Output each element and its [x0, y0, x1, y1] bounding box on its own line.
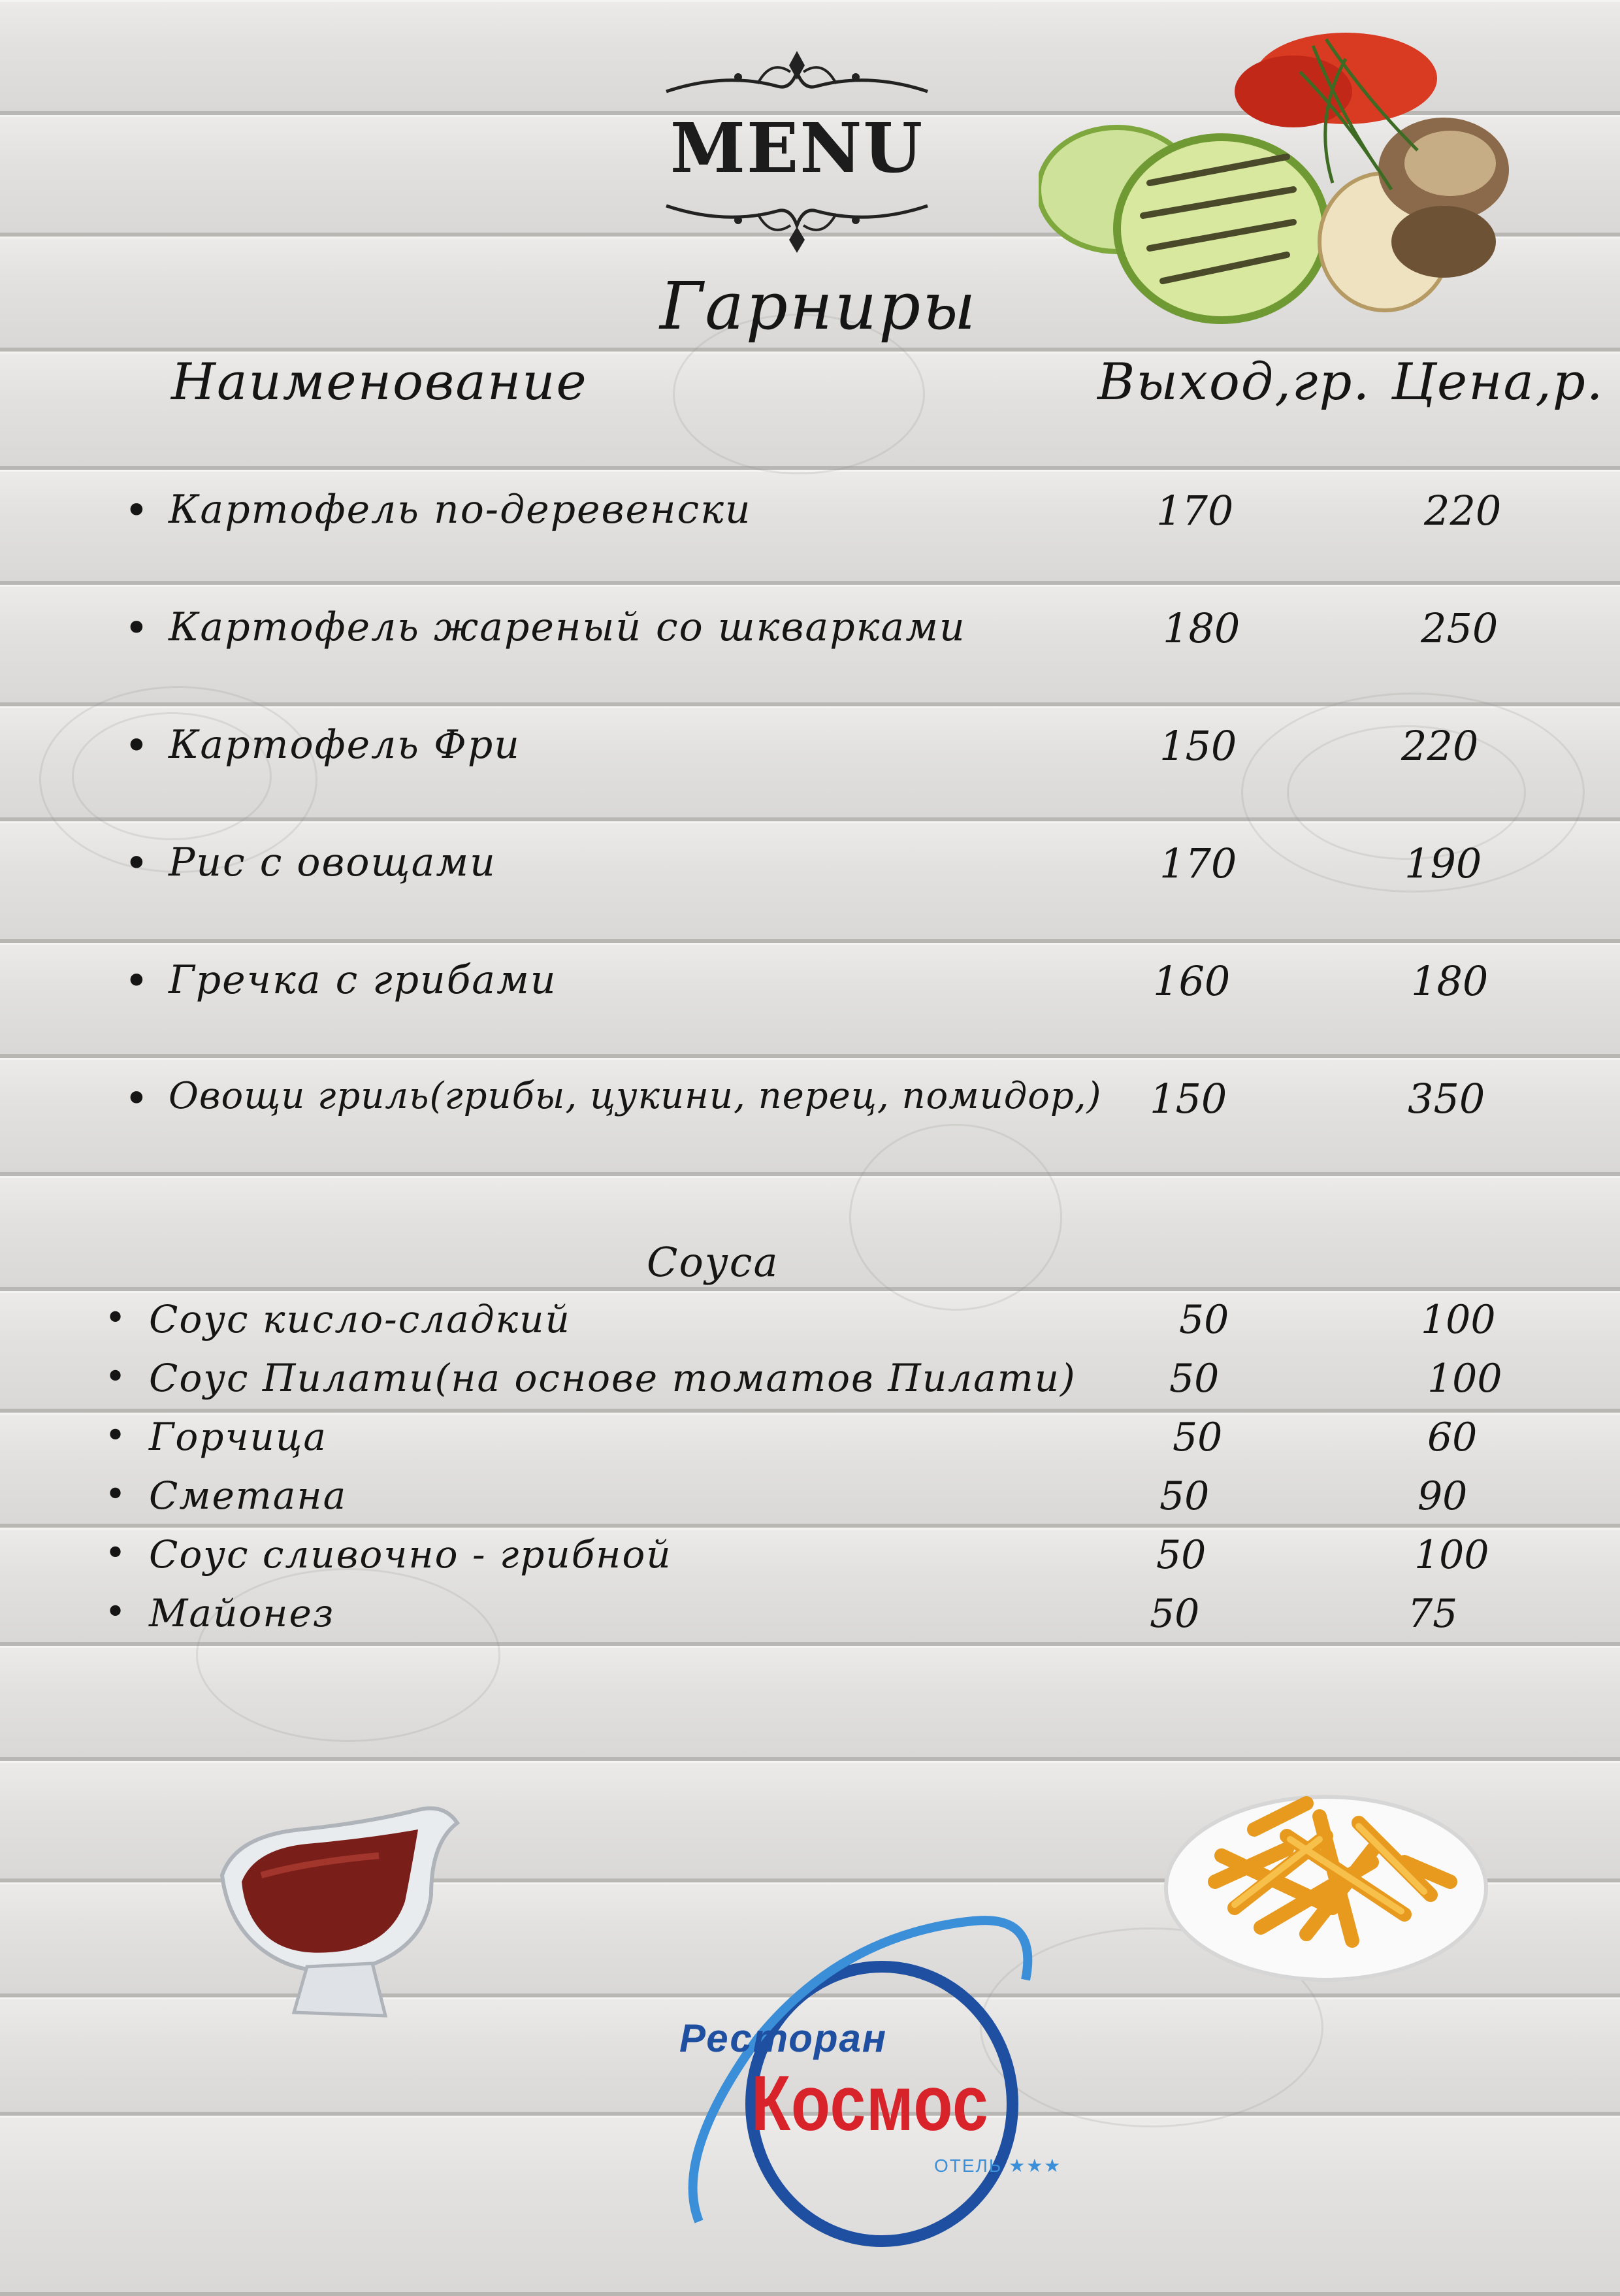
bullet: •: [124, 722, 149, 770]
item-weight: 170: [1159, 840, 1237, 887]
item-price: 220: [1401, 722, 1479, 770]
logo-line3: ОТЕЛЬ ★★★: [934, 2156, 1062, 2176]
item-price: 250: [1421, 604, 1498, 652]
item-weight: 180: [1163, 604, 1240, 652]
list-item: [0, 1415, 1620, 1473]
bullet: •: [124, 957, 149, 1006]
column-header-weight: Выход,гр.: [1097, 353, 1371, 412]
item-name: Майонез: [149, 1591, 335, 1635]
sauce-boat-image: [209, 1797, 483, 2032]
item-name: Гречка с грибами: [169, 957, 557, 1003]
item-name: Соус сливочно - грибной: [149, 1532, 672, 1577]
bullet: •: [105, 1297, 127, 1339]
menu-emblem: [660, 46, 934, 268]
section-title: Гарниры: [660, 268, 978, 344]
item-name: Картофель Фри: [169, 722, 521, 768]
restaurant-logo: [660, 1908, 1130, 2274]
item-weight: 170: [1156, 487, 1234, 534]
bullet: •: [124, 840, 149, 888]
item-name: Горчица: [149, 1415, 327, 1459]
bullet: •: [105, 1473, 127, 1516]
column-header-price: Цена,р.: [1391, 353, 1604, 412]
list-item: [0, 840, 1620, 898]
item-weight: 50: [1173, 1415, 1223, 1460]
item-weight: 150: [1159, 722, 1237, 770]
item-name: Овощи гриль(грибы, цукини, перец, помидор,): [169, 1075, 1102, 1117]
bullet: •: [124, 604, 149, 653]
list-item: [0, 487, 1620, 546]
list-item: [0, 1356, 1620, 1415]
menu-title: MENU: [670, 108, 924, 188]
item-weight: 50: [1179, 1297, 1229, 1343]
item-name: Сметана: [149, 1473, 348, 1518]
ornament-bottom-icon: [660, 193, 934, 258]
bullet: •: [105, 1415, 127, 1457]
item-weight: 150: [1150, 1075, 1227, 1123]
item-price: 100: [1414, 1532, 1489, 1578]
list-item: [0, 1075, 1620, 1134]
item-name: Картофель по-деревенски: [169, 487, 752, 533]
item-name: Картофель жареный со шкварками: [169, 604, 966, 650]
item-price: 75: [1408, 1591, 1458, 1637]
french-fries-image: [1156, 1764, 1496, 1986]
list-item: [0, 1591, 1620, 1650]
item-price: 350: [1408, 1075, 1485, 1123]
list-item: [0, 604, 1620, 663]
bullet: •: [124, 487, 149, 535]
item-price: 90: [1418, 1473, 1468, 1519]
item-weight: 50: [1159, 1473, 1210, 1519]
item-weight: 50: [1156, 1532, 1207, 1578]
list-item: [0, 722, 1620, 781]
item-name: Соус Пилати(на основе томатов Пилати): [149, 1356, 1077, 1400]
logo-line2: Космос: [751, 2059, 989, 2147]
column-header-name: Наименование: [171, 353, 588, 412]
grilled-vegetables-image: [1039, 20, 1509, 333]
sauces-title: Соуса: [647, 1238, 779, 1286]
bullet: •: [105, 1356, 127, 1398]
bullet: •: [105, 1532, 127, 1575]
item-name: Соус кисло-сладкий: [149, 1297, 571, 1341]
list-item: [0, 1297, 1620, 1356]
item-weight: 160: [1153, 957, 1231, 1005]
item-name: Рис с овощами: [169, 840, 496, 885]
ornament-top-icon: [660, 46, 934, 105]
item-weight: 50: [1169, 1356, 1220, 1402]
bullet: •: [105, 1591, 127, 1633]
item-price: 220: [1424, 487, 1502, 534]
list-item: [0, 1532, 1620, 1591]
item-price: 190: [1404, 840, 1482, 887]
item-price: 180: [1411, 957, 1489, 1005]
item-price: 60: [1427, 1415, 1478, 1460]
logo-line1: Ресторан: [679, 2016, 888, 2060]
item-price: 100: [1421, 1297, 1496, 1343]
bullet: •: [124, 1075, 149, 1123]
item-price: 100: [1427, 1356, 1502, 1402]
item-weight: 50: [1150, 1591, 1200, 1637]
list-item: [0, 957, 1620, 1016]
list-item: [0, 1473, 1620, 1532]
